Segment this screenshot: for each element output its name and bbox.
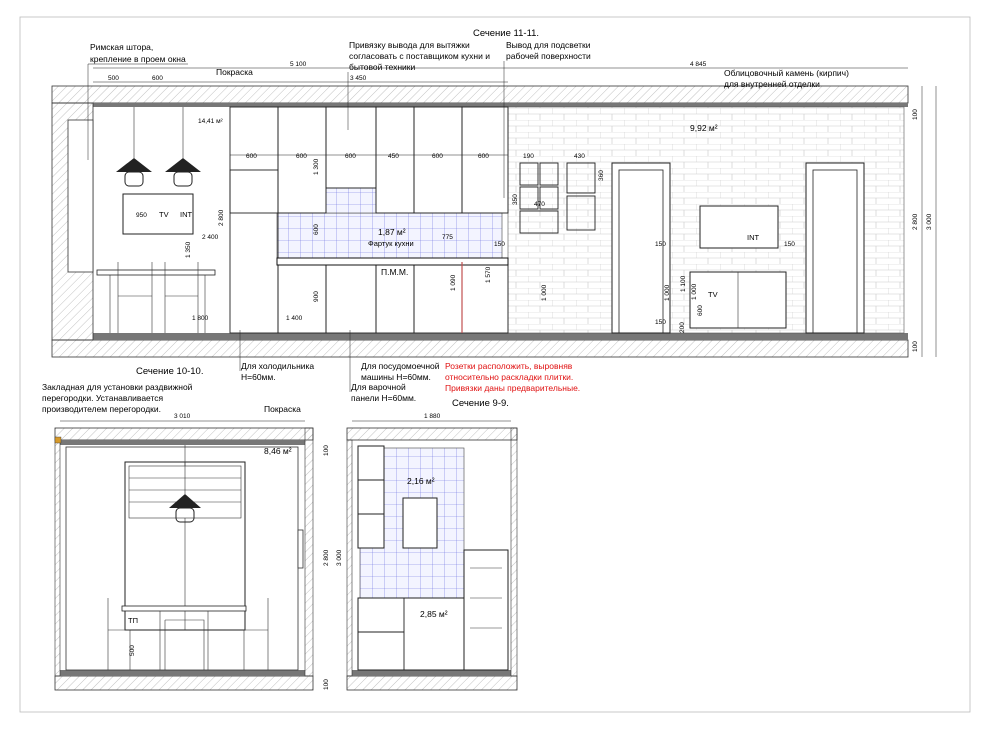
note-hood-2: согласовать с поставщиком кухни и bbox=[349, 51, 490, 61]
dim-2400: 2 400 bbox=[202, 234, 219, 241]
dim-600-apron: 600 bbox=[313, 224, 320, 235]
dim-190: 190 bbox=[523, 153, 534, 160]
dim-500-b: 500 bbox=[129, 645, 136, 656]
apron-label: Фартук кухни bbox=[368, 239, 414, 248]
dim-3010: 3 010 bbox=[174, 413, 191, 420]
tv-label-right: TV bbox=[708, 290, 718, 299]
note-light-1: Вывод для подсветки bbox=[506, 40, 591, 50]
dim-1000: 1 000 bbox=[541, 284, 548, 301]
ceiling-finish bbox=[93, 103, 908, 107]
note-dish-1: Для посудомоечной bbox=[361, 361, 440, 371]
dim-3450: 3 450 bbox=[350, 75, 367, 82]
dim-600-top: 600 bbox=[152, 75, 163, 82]
left-wall-10 bbox=[55, 440, 60, 676]
dim-600-b: 600 bbox=[697, 305, 704, 316]
section-9-9 bbox=[347, 398, 517, 690]
dim-2800-kitchen: 2 800 bbox=[218, 209, 225, 226]
left-window-opening bbox=[68, 120, 93, 272]
hood-tile-panel bbox=[326, 188, 376, 213]
upper-cabinet-9 bbox=[358, 446, 384, 548]
dim-470: 470 bbox=[534, 201, 545, 208]
note-fridge-1: Для холодильника bbox=[241, 361, 315, 371]
note-paint-2: Покраска bbox=[264, 404, 301, 414]
dim-3000-mid: 3 000 bbox=[336, 549, 343, 566]
note-partition-1: Закладная для установки раздвижной bbox=[42, 382, 193, 392]
note-paint: Покраска bbox=[216, 67, 253, 77]
dim-cab-1: 600 bbox=[246, 153, 257, 160]
dim-cab-2: 600 bbox=[296, 153, 307, 160]
dim-150-c: 150 bbox=[784, 241, 795, 248]
dim-5100: 5 100 bbox=[290, 61, 307, 68]
area-9-92: 9,92 м² bbox=[690, 123, 718, 133]
area-1-87: 1,87 м² bbox=[378, 227, 406, 237]
tall-cabinet bbox=[230, 170, 278, 333]
dim-150-d: 150 bbox=[655, 319, 666, 326]
dim-1800: 1 800 bbox=[192, 315, 209, 322]
left-wall-9 bbox=[347, 440, 352, 676]
dim-150-b: 150 bbox=[655, 241, 666, 248]
dim-1000-c: 1 000 bbox=[691, 283, 698, 300]
right-wall-10 bbox=[305, 428, 313, 676]
note-roman-blind-2: крепление в проем окна bbox=[90, 54, 186, 64]
dim-950: 950 bbox=[136, 212, 147, 219]
section-9-title: Сечение 9-9. bbox=[452, 398, 509, 409]
ceiling-slab-9 bbox=[347, 428, 517, 440]
dim-1350: 1 350 bbox=[185, 241, 192, 258]
floor-slab-10 bbox=[55, 676, 313, 690]
dim-900: 900 bbox=[313, 291, 320, 302]
section-11-title: Сечение 11-11. bbox=[473, 28, 540, 39]
dim-200: 200 bbox=[679, 322, 686, 333]
note-hob-1: Для варочной bbox=[351, 382, 406, 392]
dim-100-c: 100 bbox=[323, 445, 330, 456]
kitchen-apron bbox=[277, 213, 502, 262]
dining-set-left bbox=[97, 107, 215, 333]
radiator-10 bbox=[298, 530, 303, 568]
dim-100-bottom-right: 100 bbox=[912, 341, 919, 352]
area-8-46: 8,46 м² bbox=[264, 446, 292, 456]
countertop bbox=[277, 258, 508, 265]
dim-cab-5: 600 bbox=[432, 153, 443, 160]
note-fridge-2: H=60мм. bbox=[241, 372, 276, 382]
dim-1090: 1 090 bbox=[450, 274, 457, 291]
note-sockets-2: относительно раскладки плитки. bbox=[445, 372, 574, 382]
dim-2800-right: 2 800 bbox=[912, 213, 919, 230]
dim-360: 360 bbox=[598, 170, 605, 181]
dim-775: 775 bbox=[442, 234, 453, 241]
pmm-label: П.М.М. bbox=[381, 267, 409, 277]
dim-cab-4: 450 bbox=[388, 153, 399, 160]
base-cabinet-9 bbox=[358, 598, 464, 670]
note-partition-2: перегородки. Устанавливается bbox=[42, 393, 164, 403]
floor-slab bbox=[52, 340, 908, 357]
floor-slab-9 bbox=[347, 676, 517, 690]
int-label-left: INT bbox=[180, 210, 193, 219]
dim-1570: 1 570 bbox=[485, 266, 492, 283]
int-label-right: INT bbox=[747, 233, 760, 242]
note-light-2: рабочей поверхности bbox=[506, 51, 591, 61]
section-10-10 bbox=[42, 366, 343, 690]
note-hood-3: бытовой техники bbox=[349, 62, 416, 72]
dim-3000-right: 3 000 bbox=[926, 213, 933, 230]
tv-right bbox=[700, 206, 778, 248]
dim-430: 430 bbox=[574, 153, 585, 160]
floor-finish bbox=[93, 333, 908, 340]
dim-cab-3: 600 bbox=[345, 153, 356, 160]
note-stone-1: Облицовочный камень (кирпич) bbox=[724, 68, 849, 78]
note-dish-2: машины H=60мм. bbox=[361, 372, 431, 382]
dim-100-d: 100 bbox=[323, 679, 330, 690]
note-sockets-1: Розетки расположить, выровняв bbox=[445, 361, 573, 371]
area-14-41: 14,41 м² bbox=[198, 118, 223, 125]
dim-1000-right: 1 000 bbox=[664, 284, 671, 301]
dining-table-10 bbox=[122, 606, 246, 611]
window-9 bbox=[403, 498, 437, 548]
note-stone-2: для внутренней отделки bbox=[724, 79, 820, 89]
area-2-85: 2,85 м² bbox=[420, 609, 448, 619]
dim-1300: 1 300 bbox=[313, 158, 320, 175]
tv-label-left: TV bbox=[159, 210, 169, 219]
dim-4845: 4 845 bbox=[690, 61, 707, 68]
dim-500: 500 bbox=[108, 75, 119, 82]
note-roman-blind-1: Римская штора, bbox=[90, 42, 154, 52]
dim-1880: 1 880 bbox=[424, 413, 441, 420]
dim-1100: 1 100 bbox=[680, 275, 687, 292]
area-2-16: 2,16 м² bbox=[407, 476, 435, 486]
right-wall-9 bbox=[511, 428, 517, 676]
note-partition-3: производителем перегородки. bbox=[42, 404, 161, 414]
ceiling-slab-10 bbox=[55, 428, 313, 440]
dim-cab-6: 600 bbox=[478, 153, 489, 160]
dim-2800-mid: 2 800 bbox=[323, 549, 330, 566]
dim-350: 350 bbox=[512, 194, 519, 205]
embed-marker bbox=[55, 437, 61, 443]
note-hood-1: Привязку вывода для вытяжки bbox=[349, 40, 470, 50]
section-10-title: Сечение 10-10. bbox=[136, 366, 204, 377]
dim-150: 150 bbox=[494, 241, 505, 248]
note-hob-2: панели H=60мм. bbox=[351, 393, 417, 403]
dim-100-top-right: 100 bbox=[912, 109, 919, 120]
note-sockets-3: Привязки даны предварительные. bbox=[445, 383, 581, 393]
section-11-11 bbox=[52, 28, 936, 403]
tp-label: ТП bbox=[128, 616, 138, 625]
dim-1400: 1 400 bbox=[286, 315, 303, 322]
